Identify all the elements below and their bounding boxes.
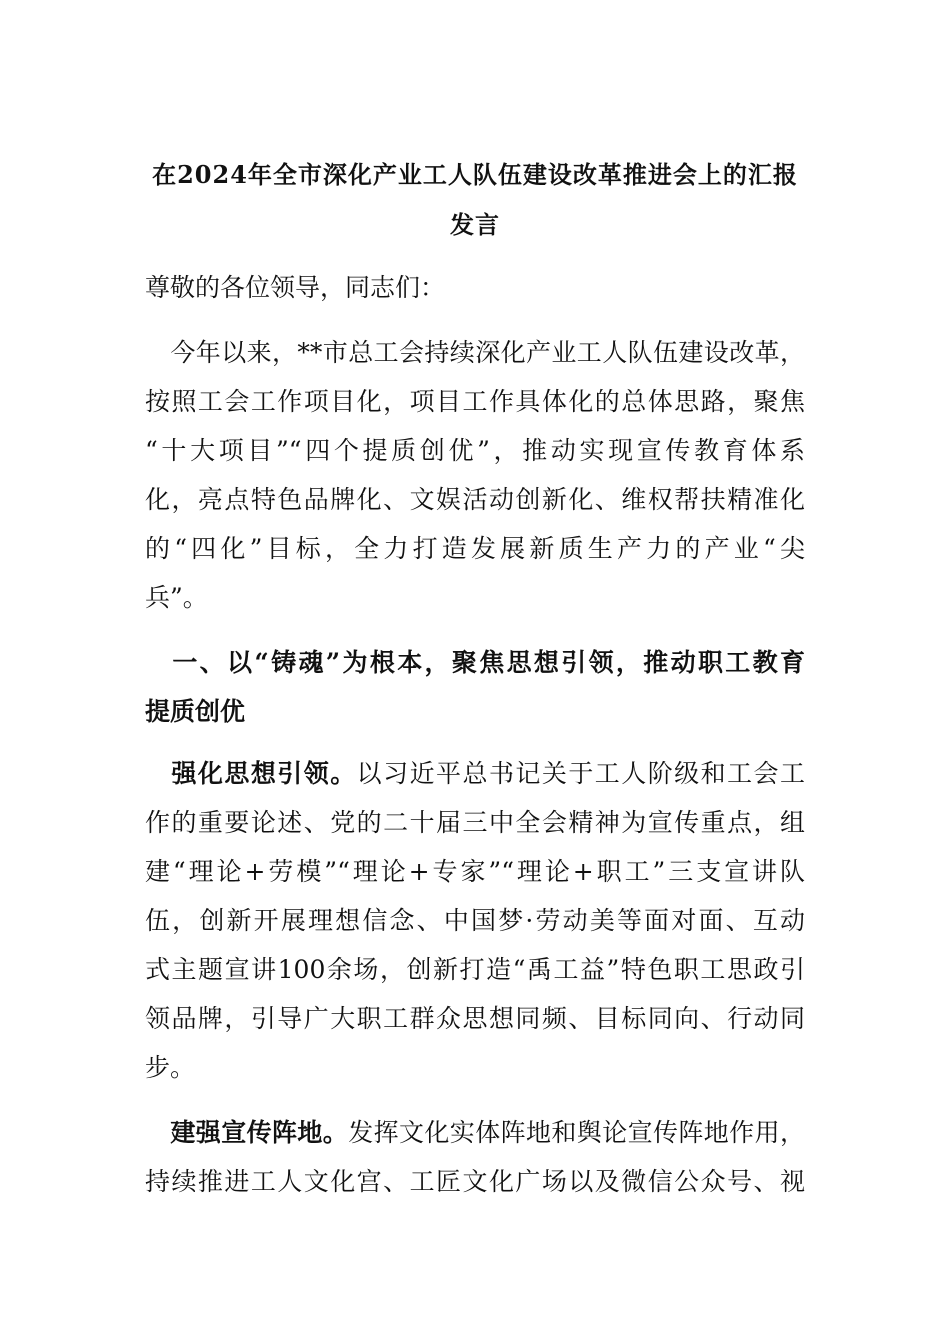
paragraph-first-line [145, 749, 805, 799]
intro-line: 兵”。 [145, 583, 208, 612]
intro-line: “十大项目”“四个提质创优”，推动实现宣传教育体系 [145, 436, 805, 465]
section-heading-line: 一、以“铸魂”为根本，聚焦思想引领，推动职工教育 [145, 648, 805, 677]
paragraph-line: 伍，创新开展理想信念、中国梦·劳动美等面对面、互动 [145, 906, 805, 935]
intro-line: 今年以来，**市总工会持续深化产业工人队伍建设改革， [145, 338, 805, 367]
section-heading-line: 提质创优 [145, 697, 246, 726]
document-title-line-2: 发言 [450, 210, 500, 239]
paragraph-lead: 强化思想引领。 [145, 759, 357, 788]
paragraph-first-line [145, 1108, 805, 1158]
paragraph-text: 发挥文化实体阵地和舆论宣传阵地作用， [348, 1118, 805, 1147]
intro-line: 按照工会工作项目化，项目工作具体化的总体思路，聚焦 [145, 387, 805, 416]
paragraph-line: 建“理论+劳模”“理论+专家”“理论+职工”三支宣讲队 [145, 857, 805, 886]
paragraph-line: 持续推进工人文化宫、工匠文化广场以及微信公众号、视 [145, 1167, 805, 1196]
document-title-line-1: 在2024年全市深化产业工人队伍建设改革推进会上的汇报 [152, 160, 798, 189]
paragraph-line: 领品牌，引导广大职工群众思想同频、目标同向、行动同 [145, 1004, 805, 1033]
paragraph-text: 以习近平总书记关于工人阶级和工会工 [356, 759, 805, 788]
paragraph-lead: 建强宣传阵地。 [145, 1118, 349, 1147]
paragraph-line: 步。 [145, 1053, 196, 1082]
intro-line: 的“四化”目标，全力打造发展新质生产力的产业“尖 [145, 534, 805, 563]
paragraph-line: 作的重要论述、党的二十届三中全会精神为宣传重点，组 [145, 808, 805, 837]
salutation: 尊敬的各位领导，同志们： [145, 273, 446, 302]
paragraph-line: 式主题宣讲100余场，创新打造“禹工益”特色职工思政引 [145, 955, 805, 984]
intro-line: 化，亮点特色品牌化、文娱活动创新化、维权帮扶精准化 [145, 485, 805, 514]
